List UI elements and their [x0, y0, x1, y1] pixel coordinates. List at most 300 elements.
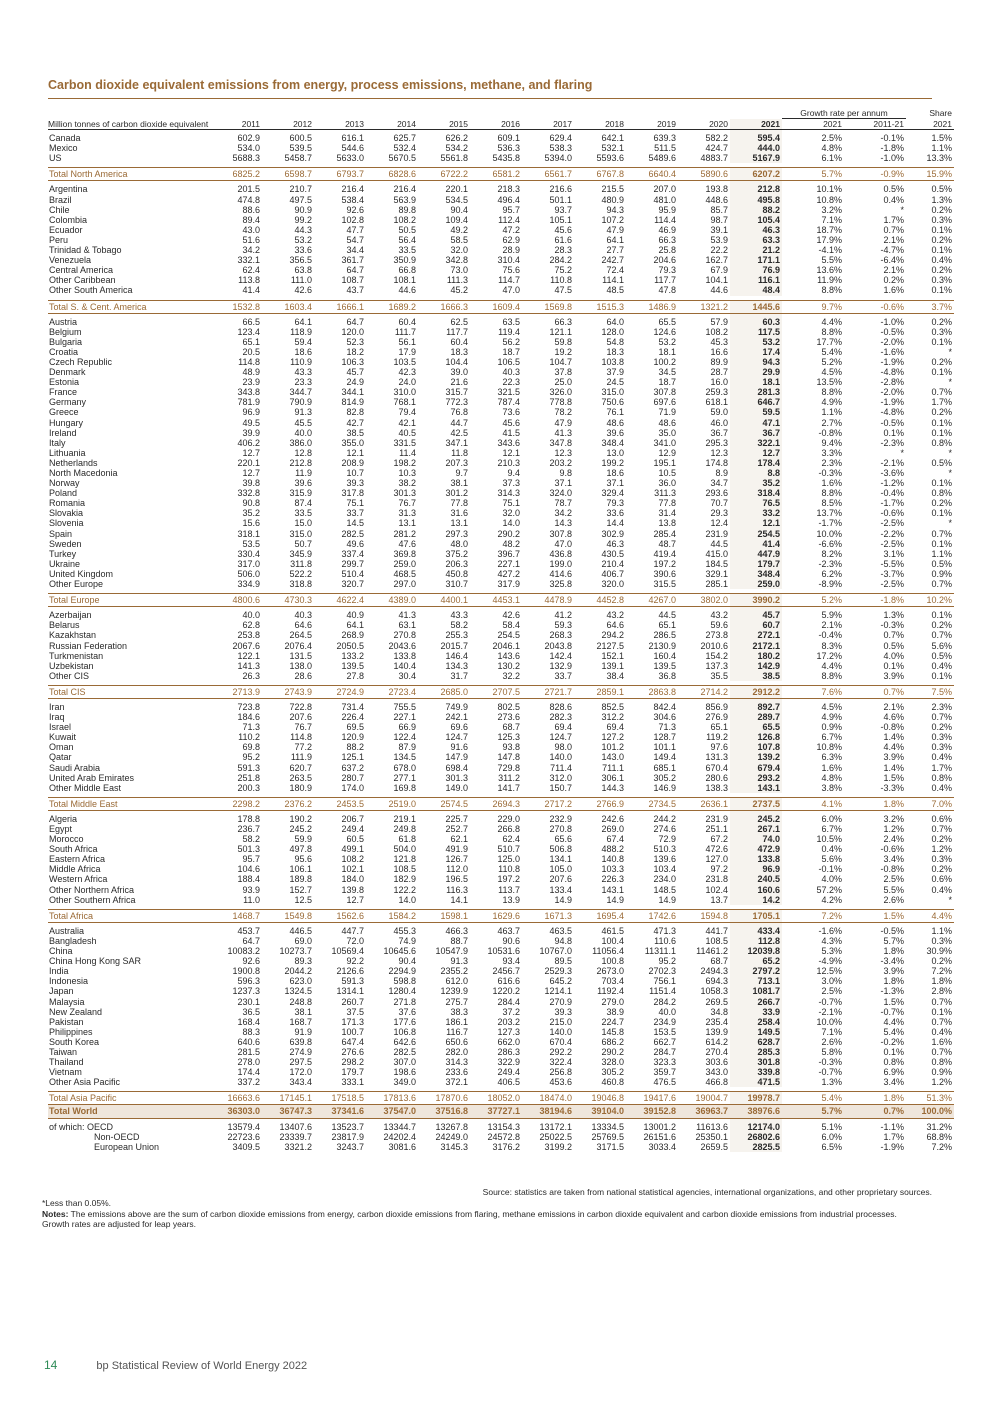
value-cell: 1603.4 — [262, 300, 314, 313]
value-cell: 828.6 — [549, 701, 572, 712]
value-cell: 36.0 — [658, 478, 676, 489]
growth-cell: -1.8% — [880, 143, 904, 154]
value-cell: 106.1 — [289, 864, 312, 875]
value-cell: 71.3 — [658, 722, 676, 733]
value-cell: 216.4 — [393, 184, 416, 195]
value-cell: 112.4 — [498, 214, 520, 225]
value-cell: 640.6 — [237, 1036, 260, 1047]
value-cell: 1671.3 — [522, 909, 574, 922]
value-cell: 318.1 — [237, 528, 260, 539]
value-cell: 103.8 — [601, 356, 624, 367]
value-cell: 210.3 — [497, 457, 520, 468]
row-label: China Hong Kong SAR — [49, 956, 142, 967]
value-cell: 26151.6 — [643, 1131, 676, 1142]
value-cell: 24572.8 — [487, 1131, 520, 1142]
value-cell: 298.2 — [341, 1057, 364, 1068]
growth-cell: 1.7% — [883, 1131, 904, 1142]
value-cell: 5593.6 — [596, 153, 624, 164]
value-cell: 544.6 — [341, 143, 364, 154]
value-cell: 14.0 — [502, 518, 520, 529]
value-cell: 38.1 — [294, 1006, 312, 1017]
value-cell: 331.5 — [393, 437, 416, 448]
growth-cell: -4.8% — [880, 407, 904, 418]
value-cell: 63.1 — [398, 620, 416, 631]
value-cell: 76.5 — [730, 498, 782, 508]
value-cell: 14.2 — [730, 895, 782, 905]
growth-cell: * — [900, 447, 904, 458]
growth-cell: 0.1% — [883, 427, 904, 438]
growth-cell: -0.7% — [818, 1067, 842, 1078]
value-cell: 329.4 — [601, 488, 624, 499]
value-cell: 177.6 — [393, 1016, 416, 1027]
value-cell: 98.7 — [710, 214, 728, 225]
share-cell: 0.5% — [931, 457, 952, 468]
growth-cell: -4.8% — [880, 367, 904, 378]
value-cell: 180.9 — [289, 782, 312, 793]
value-cell: 13.8 — [658, 518, 676, 529]
value-cell: 94.3 — [730, 357, 782, 367]
value-cell: 591.3 — [341, 976, 364, 987]
share-cell: * — [948, 468, 952, 478]
value-cell: 480.9 — [601, 194, 624, 205]
value-cell: 842.4 — [653, 701, 676, 712]
value-cell: 125.0 — [497, 854, 520, 865]
growth-cell: 4.2% — [821, 894, 842, 905]
value-cell: 60.5 — [346, 834, 364, 845]
value-cell: 31.6 — [450, 508, 468, 519]
growth-cell: -1.9% — [880, 1141, 904, 1152]
value-cell: 31.3 — [398, 508, 416, 519]
value-cell: 301.2 — [445, 488, 468, 499]
value-cell: 645.2 — [549, 976, 572, 987]
value-cell: 29.3 — [710, 508, 728, 519]
value-cell: 330.4 — [237, 548, 260, 559]
value-cell: 190.2 — [289, 813, 312, 824]
growth-cell: -0.3% — [818, 468, 842, 478]
value-cell: 301.3 — [393, 488, 416, 499]
value-cell: 43.2 — [606, 610, 624, 621]
value-cell: 1584.2 — [366, 909, 418, 922]
value-cell: 178.8 — [237, 813, 260, 824]
value-cell: 781.9 — [237, 397, 260, 408]
growth-cell: -0.5% — [880, 417, 904, 428]
value-cell: 12.1 — [502, 447, 520, 458]
value-cell: 234.9 — [653, 1016, 676, 1027]
value-cell: 207.3 — [445, 457, 468, 468]
row-label: Kazakhstan — [49, 630, 97, 641]
row-label: Algeria — [49, 813, 78, 824]
value-cell: 233.6 — [445, 1067, 468, 1078]
share-cell: 0.1% — [931, 478, 952, 489]
value-cell: 12039.8 — [730, 946, 782, 956]
growth-cell: 2.5% — [821, 986, 842, 997]
value-cell: 60.3 — [730, 313, 782, 327]
value-cell: 315.0 — [289, 528, 312, 539]
table-row — [48, 1142, 954, 1152]
value-cell: 37547.0 — [366, 1105, 418, 1118]
row-label: Kuwait — [49, 732, 77, 743]
share-cell: 1.1% — [931, 548, 952, 559]
value-cell: 143.6 — [497, 650, 520, 661]
value-cell: 33.7 — [346, 508, 364, 519]
value-cell: 69.5 — [346, 722, 364, 733]
growth-cell: 7.6% — [782, 685, 844, 698]
value-cell: 33.5 — [294, 508, 312, 519]
emissions-table — [48, 106, 954, 1152]
value-cell: 113.7 — [498, 884, 520, 895]
growth-cell: -2.3% — [818, 558, 842, 569]
share-cell: 0.3% — [931, 742, 952, 753]
growth-cell: 6.2% — [821, 568, 842, 579]
value-cell: 276.9 — [705, 712, 728, 723]
growth-cell: -0.3% — [880, 620, 904, 631]
growth-cell: -0.1% — [880, 133, 904, 144]
value-cell: 61.8 — [398, 834, 416, 845]
growth-rate-header: Growth rate per annum — [782, 106, 906, 119]
value-cell: 76.7 — [294, 722, 312, 733]
growth-cell: 4.5% — [821, 367, 842, 378]
growth-cell: -0.8% — [818, 427, 842, 438]
growth-cell: 0.5% — [883, 184, 904, 195]
value-cell: 59.5 — [730, 407, 782, 417]
value-cell: 198.2 — [393, 457, 416, 468]
value-cell: 62.9 — [502, 234, 520, 245]
table-row — [48, 661, 954, 671]
value-cell: 97.2 — [710, 864, 728, 875]
value-cell: 307.8 — [549, 528, 572, 539]
value-cell: 107.8 — [730, 742, 782, 752]
value-cell: 13154.3 — [487, 1121, 520, 1132]
value-cell: 56.1 — [398, 336, 416, 347]
value-cell: 109.4 — [445, 214, 468, 225]
value-cell: 595.4 — [730, 130, 782, 144]
value-cell: 24202.4 — [383, 1131, 416, 1142]
value-cell: 406.5 — [497, 1077, 520, 1088]
value-cell: 8.9 — [715, 468, 728, 478]
growth-cell: -3.4% — [880, 956, 904, 967]
share-cell: 0.6% — [931, 813, 952, 824]
value-cell: 591.3 — [237, 762, 260, 773]
value-cell: 495.8 — [730, 195, 782, 205]
unit-label: Million tonnes of carbon dioxide equivalent — [48, 119, 209, 130]
value-cell: 343.4 — [289, 1077, 312, 1088]
value-cell: 42.6 — [502, 610, 520, 621]
value-cell: 48.4 — [730, 285, 782, 295]
value-cell: 48.2 — [502, 538, 520, 549]
row-label: Eastern Africa — [49, 854, 106, 865]
value-cell: 107.2 — [601, 214, 624, 225]
value-cell: 162.7 — [705, 255, 728, 266]
value-cell: 2636.1 — [678, 797, 730, 810]
value-cell: 154.2 — [705, 650, 728, 661]
growth-cell: 5.6% — [821, 854, 842, 865]
share-cell: 0.2% — [931, 356, 952, 367]
value-cell: 13267.8 — [435, 1121, 468, 1132]
value-cell: 750.6 — [601, 397, 624, 408]
value-cell: 18474.0 — [522, 1092, 574, 1105]
row-label: Romania — [49, 498, 86, 509]
value-cell: 312.0 — [549, 772, 572, 783]
value-cell: 12.3 — [710, 447, 728, 458]
value-cell: 44.7 — [450, 417, 468, 428]
value-cell: 117.5 — [730, 327, 782, 337]
value-cell: 210.7 — [289, 184, 312, 195]
year-header: 2020 — [678, 119, 730, 130]
value-cell: 139.2 — [730, 752, 782, 762]
share-cell: 1.1% — [931, 143, 952, 154]
value-cell: 64.6 — [294, 620, 312, 631]
value-cell: 314.3 — [497, 488, 520, 499]
title-rule — [48, 98, 932, 99]
value-cell: 1321.2 — [678, 300, 730, 313]
year-header-2021: 2021 — [730, 119, 782, 130]
growth-cell: 10.8% — [816, 194, 842, 205]
value-cell: 37.6 — [398, 1006, 416, 1017]
table-row — [48, 347, 954, 357]
value-cell: 24.9 — [346, 377, 364, 388]
growth-cell: 8.8% — [821, 488, 842, 499]
value-cell: 2067.6 — [232, 640, 260, 651]
value-cell: 24249.0 — [435, 1131, 468, 1142]
value-cell: 24.5 — [606, 377, 624, 388]
value-cell: 249.4 — [341, 824, 364, 834]
row-label: Egypt — [49, 824, 73, 834]
growth-cell: -6.6% — [818, 538, 842, 549]
growth-cell: 1.6% — [821, 762, 842, 773]
value-cell: 612.0 — [445, 976, 468, 987]
value-cell: 301.3 — [445, 772, 468, 783]
growth-cell: 8.3% — [821, 640, 842, 651]
growth-cell: 5.2% — [782, 594, 844, 607]
value-cell: 3033.4 — [648, 1141, 676, 1152]
value-cell: 9.8 — [559, 468, 572, 478]
table-row — [48, 579, 954, 589]
value-cell: 2172.1 — [730, 641, 782, 651]
value-cell: 47.0 — [554, 538, 572, 549]
growth-cell: 0.9% — [821, 722, 842, 733]
share-cell: 0.7% — [931, 824, 952, 834]
value-cell: 2043.6 — [388, 640, 416, 651]
value-cell: 1486.9 — [626, 300, 678, 313]
value-cell: 628.7 — [730, 1037, 782, 1047]
value-cell: 17813.6 — [366, 1092, 418, 1105]
growth-cell: -1.1% — [880, 1121, 904, 1132]
value-cell: 219.1 — [393, 813, 416, 824]
value-cell: 13.9 — [502, 894, 520, 905]
table-row — [48, 1057, 954, 1067]
value-cell: 240.5 — [730, 874, 782, 884]
row-label: US — [49, 153, 62, 164]
value-cell: 114.1 — [602, 275, 624, 286]
value-cell: 196.5 — [445, 874, 468, 885]
growth-cell: -2.2% — [880, 528, 904, 539]
value-cell: 790.9 — [289, 397, 312, 408]
growth-cell: -1.0% — [880, 316, 904, 327]
value-cell: 184.5 — [705, 558, 728, 569]
value-cell: 75.6 — [502, 265, 520, 276]
value-cell: 100.4 — [601, 935, 624, 946]
value-cell: 23.9 — [242, 377, 260, 388]
value-cell: 522.2 — [289, 568, 312, 579]
growth-cell: 4.0% — [821, 874, 842, 885]
value-cell: 46.9 — [658, 224, 676, 235]
row-label: Other Northern Africa — [49, 884, 135, 895]
value-cell: 802.5 — [497, 701, 520, 712]
share-cell: 1.2% — [931, 1077, 952, 1088]
value-cell: 89.9 — [710, 356, 728, 367]
value-cell: 447.9 — [730, 549, 782, 559]
value-cell: 2723.4 — [366, 685, 418, 698]
value-cell: 39.8 — [242, 478, 260, 489]
value-cell: 21.2 — [730, 245, 782, 255]
growth-cell: -2.8% — [880, 377, 904, 388]
value-cell: 37.3 — [502, 478, 520, 489]
growth-cell: 6.7% — [821, 732, 842, 743]
row-label: Malaysia — [49, 996, 85, 1007]
value-cell: 2294.9 — [388, 966, 416, 977]
value-cell: 293.2 — [730, 773, 782, 783]
row-label: Peru — [49, 234, 69, 245]
value-cell: 201.5 — [237, 184, 260, 195]
share-cell: 0.3% — [931, 854, 952, 865]
row-label: Iraq — [49, 712, 65, 723]
value-cell: 2076.4 — [284, 640, 312, 651]
share-cell: 0.8% — [931, 772, 952, 783]
growth-cell: -2.1% — [818, 1006, 842, 1017]
growth-cell: 1.6% — [821, 478, 842, 489]
value-cell: 101.2 — [601, 742, 624, 753]
row-label: Sweden — [49, 538, 82, 549]
source-note: Source: statistics are taken from national statistical agencies, international organizations, and other proprietary sources. — [482, 1187, 932, 1197]
value-cell: 28.9 — [502, 245, 520, 256]
value-cell: 278.0 — [237, 1057, 260, 1068]
value-cell: 1314.1 — [336, 986, 364, 997]
row-label: Total World — [48, 1105, 210, 1118]
value-cell: 310.7 — [445, 579, 468, 590]
value-cell: 14.9 — [606, 894, 624, 905]
value-cell: 616.6 — [497, 976, 520, 987]
value-cell: 2713.9 — [210, 685, 262, 698]
value-cell: 42.1 — [398, 417, 416, 428]
value-cell: 66.8 — [398, 265, 416, 276]
row-label: Total Middle East — [48, 797, 210, 810]
value-cell: 66.3 — [658, 234, 676, 245]
growth-cell: 5.7% — [782, 1105, 844, 1118]
share-cell: 0.8% — [931, 1057, 952, 1068]
table-row — [48, 1047, 954, 1057]
value-cell: 427.2 — [497, 568, 520, 579]
growth-cell: 1.5% — [883, 772, 904, 783]
value-cell: 3171.5 — [596, 1141, 624, 1152]
value-cell: 149.5 — [730, 1027, 782, 1037]
value-cell: 892.7 — [730, 698, 782, 712]
notes-label: Notes: — [42, 1208, 69, 1219]
value-cell: 778.8 — [549, 397, 572, 408]
year-header: 2016 — [470, 119, 522, 130]
year-header: 2018 — [574, 119, 626, 130]
value-cell: 64.1 — [294, 316, 312, 327]
share-cell: 0.2% — [931, 498, 952, 509]
share-cell: 0.2% — [931, 204, 952, 215]
growth-cell: 6.0% — [821, 813, 842, 824]
value-cell: 323.3 — [653, 1057, 676, 1068]
value-cell: 143.1 — [730, 783, 782, 793]
value-cell: 15.0 — [294, 518, 312, 529]
value-cell: 1742.6 — [626, 909, 678, 922]
value-cell: 1562.6 — [314, 909, 366, 922]
row-label: Other Southern Africa — [49, 894, 136, 905]
value-cell: 356.5 — [289, 255, 312, 266]
growth-cell: -0.4% — [880, 488, 904, 499]
growth-cell: 4.4% — [821, 316, 842, 327]
share-2021-header: 2021 — [906, 119, 954, 130]
value-cell: 232.9 — [549, 813, 572, 824]
row-label: South Africa — [49, 844, 98, 855]
share-cell: 0.1% — [931, 427, 952, 438]
value-cell: 36.7 — [710, 427, 728, 438]
value-cell: 25.8 — [658, 245, 676, 256]
value-cell: 31.4 — [658, 508, 676, 519]
value-cell: 11.4 — [399, 447, 416, 458]
row-label: Taiwan — [49, 1046, 78, 1057]
value-cell: 122.1 — [237, 650, 260, 661]
value-cell: 468.5 — [393, 568, 416, 579]
value-cell: 148.5 — [653, 884, 676, 895]
value-cell: 59.0 — [710, 407, 728, 418]
value-cell: 506.0 — [237, 568, 260, 579]
row-label: Canada — [49, 133, 81, 144]
value-cell: 311.2 — [498, 772, 520, 783]
row-label: India — [49, 966, 69, 977]
row-label: Other CIS — [49, 670, 90, 681]
value-cell: 324.0 — [549, 488, 572, 499]
value-cell: 448.6 — [705, 194, 728, 205]
value-cell: 698.4 — [445, 762, 468, 773]
value-cell: 45.7 — [346, 367, 364, 378]
value-cell: 103.4 — [653, 864, 676, 875]
growth-cell: -0.8% — [880, 722, 904, 733]
growth-cell: -0.9% — [844, 168, 906, 181]
value-cell: 245.2 — [730, 810, 782, 824]
value-cell: 466.3 — [445, 925, 468, 936]
value-cell: 13407.6 — [279, 1121, 312, 1132]
growth-cell: 4.9% — [821, 712, 842, 723]
value-cell: 598.8 — [393, 976, 416, 987]
value-cell: 375.2 — [445, 548, 468, 559]
value-cell: 206.7 — [341, 813, 364, 824]
value-cell: 18.1 — [658, 346, 676, 357]
value-cell: 50.7 — [294, 538, 312, 549]
value-cell: 111.7 — [394, 326, 416, 337]
value-cell: 10645.6 — [383, 946, 416, 957]
value-cell: 22.2 — [710, 245, 728, 256]
value-cell: 58.5 — [450, 234, 468, 245]
row-label: of which: OECD — [49, 1121, 114, 1132]
value-cell: 143.0 — [601, 752, 624, 763]
value-cell: 2046.1 — [492, 640, 520, 651]
growth-cell: -2.1% — [880, 457, 904, 468]
value-cell: 8.8 — [730, 468, 782, 478]
value-cell: 95.2 — [658, 956, 676, 967]
value-cell: 91.3 — [450, 956, 468, 967]
value-cell: 266.7 — [730, 997, 782, 1007]
value-cell: 106.5 — [497, 356, 520, 367]
value-cell: 310.4 — [497, 255, 520, 266]
value-cell: 40.9 — [346, 610, 364, 621]
value-cell: 686.2 — [601, 1036, 624, 1047]
growth-cell: 2.1% — [883, 234, 904, 245]
value-cell: 36.7 — [730, 428, 782, 438]
